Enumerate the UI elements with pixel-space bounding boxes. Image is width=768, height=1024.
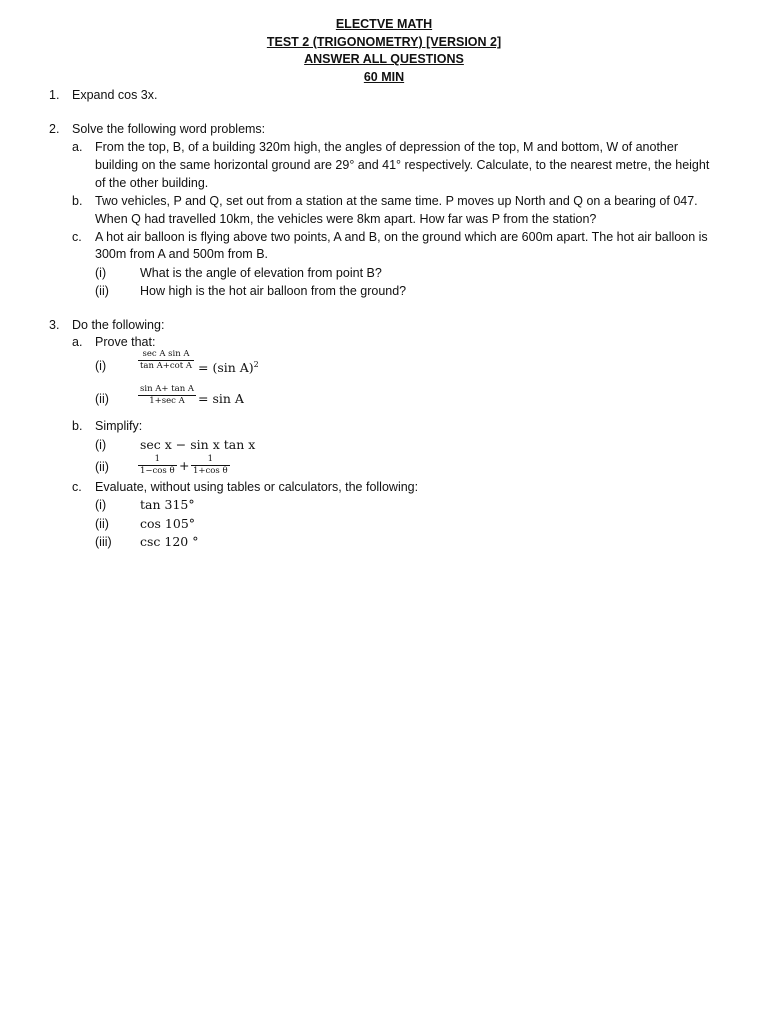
- subpart-label: (ii): [95, 460, 109, 474]
- instruction-heading: ANSWER ALL QUESTIONS: [304, 52, 464, 66]
- subpart-label: (ii): [95, 284, 109, 298]
- question-number: 2.: [49, 122, 60, 136]
- fraction-denominator: 1+cos θ: [193, 466, 228, 476]
- subpart-label: (ii): [95, 392, 109, 406]
- question-2c-i-text: What is the angle of elevation from point B?: [140, 266, 382, 280]
- expression: csc 120 °: [140, 534, 199, 549]
- fraction-denominator: tan A+cot A: [140, 361, 193, 371]
- subpart-label: (ii): [95, 517, 109, 531]
- question-2c-line: A hot air balloon is flying above two points, A and B, on the ground which are 600m apart. The hot air balloon is: [95, 230, 708, 244]
- equation-rhs-text: = (sin A): [198, 360, 254, 376]
- question-3a-text: Prove that:: [95, 335, 156, 349]
- question-number: 1.: [49, 88, 60, 102]
- question-3-text: Do the following:: [72, 318, 165, 332]
- fraction-numerator: sec A sin A: [142, 349, 190, 359]
- duration-heading: 60 MIN: [363, 70, 405, 84]
- expression: tan 315°: [140, 497, 195, 512]
- exam-subtitle: TEST 2 (TRIGONOMETRY) [VERSION 2]: [266, 35, 502, 49]
- expression: cos 105°: [140, 516, 196, 531]
- question-3c-text: Evaluate, without using tables or calculators, the following:: [95, 480, 419, 494]
- part-label: c.: [72, 480, 82, 494]
- question-3b-text: Simplify:: [95, 419, 143, 433]
- subpart-label: (iii): [95, 535, 112, 549]
- part-label: b.: [72, 419, 83, 433]
- question-2b-line: When Q had travelled 10km, the vehicles were 8km apart. How far was P from the station?: [95, 212, 597, 226]
- fraction-numerator: 1: [154, 454, 160, 464]
- fraction-denominator: 1+sec A: [149, 396, 185, 406]
- exam-title: ELECTVE MATH: [335, 17, 433, 31]
- fraction-numerator: sin A+ tan A: [140, 384, 195, 394]
- question-2a-line: building on the same horizontal ground are 29° and 41° respectively. Calculate, to the nearest metre, the height: [95, 158, 710, 172]
- equation-rhs: = sin A: [198, 391, 244, 406]
- subpart-label: (i): [95, 359, 107, 373]
- question-2b-line: Two vehicles, P and Q, set out from a station at the same time. P moves up North and Q on a bearing of 047.: [95, 194, 698, 208]
- equation-rhs: [198, 357, 259, 376]
- question-2a-line: of the other building.: [95, 176, 209, 190]
- question-number: 3.: [49, 318, 60, 332]
- part-label: a.: [72, 335, 83, 349]
- plus-sign: +: [179, 458, 190, 473]
- question-2c-ii-text: How high is the hot air balloon from the ground?: [140, 284, 407, 298]
- question-2a-line: From the top, B, of a building 320m high, the angles of depression of the top, M and bottom, W of another: [95, 140, 678, 154]
- question-2c-line: 300m from A and 500m from B.: [95, 247, 268, 261]
- part-label: b.: [72, 194, 83, 208]
- exponent: 2: [253, 360, 259, 369]
- fraction: [138, 349, 194, 372]
- fraction-numerator: 1: [207, 454, 213, 464]
- part-label: c.: [72, 230, 82, 244]
- fraction-denominator: 1−cos θ: [140, 466, 175, 476]
- question-2-text: Solve the following word problems:: [72, 122, 266, 136]
- fraction: [191, 454, 230, 477]
- part-label: a.: [72, 140, 83, 154]
- fraction: [138, 454, 177, 477]
- subpart-label: (i): [95, 498, 107, 512]
- expression: sec x − sin x tan x: [140, 437, 256, 452]
- question-1-text: Expand cos 3x.: [72, 88, 158, 102]
- subpart-label: (i): [95, 438, 107, 452]
- subpart-label: (i): [95, 266, 107, 280]
- fraction: [138, 384, 196, 407]
